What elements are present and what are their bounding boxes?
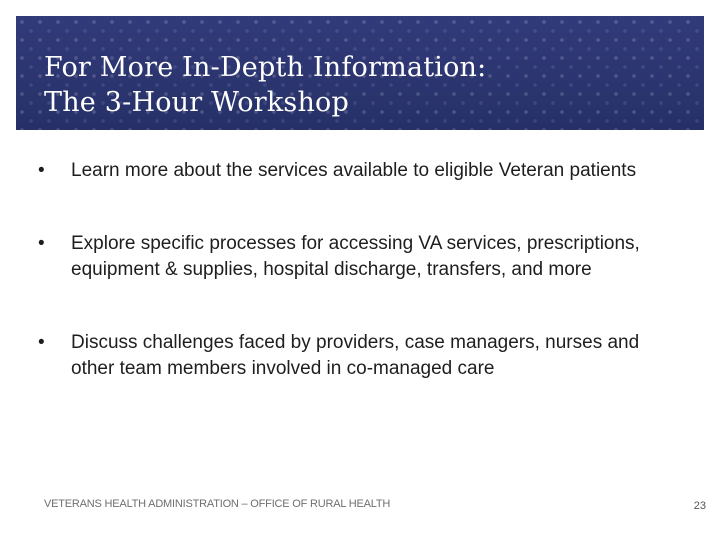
bullet-item-services [38, 158, 678, 184]
title-banner [16, 16, 704, 130]
slide-title-line-1: For More In-Depth Information: [44, 52, 487, 83]
bullet-text: Discuss challenges faced by providers, case managers, nurses and other team members involved in co-managed care [71, 332, 640, 379]
bullet-dot-icon: • [38, 233, 45, 254]
bullet-dot-icon: • [38, 160, 45, 181]
bullet-item-processes [38, 231, 678, 283]
bullet-dot-icon: • [38, 332, 45, 353]
page-number: 23 [693, 500, 706, 512]
bullet-text: Learn more about the services available to eligible Veteran patients [71, 160, 637, 181]
slide-title-line-2: The 3-Hour Workshop [44, 87, 349, 118]
bullet-item-challenges [38, 330, 678, 382]
bullet-text: Explore specific processes for accessing VA services, prescriptions, equipment & supplies, hospital discharge, transfers, and more [71, 233, 640, 280]
bullet-list [38, 158, 678, 429]
slide-title [44, 50, 486, 120]
footer-organization: VETERANS HEALTH ADMINISTRATION – OFFICE OF RURAL HEALTH [44, 498, 391, 510]
